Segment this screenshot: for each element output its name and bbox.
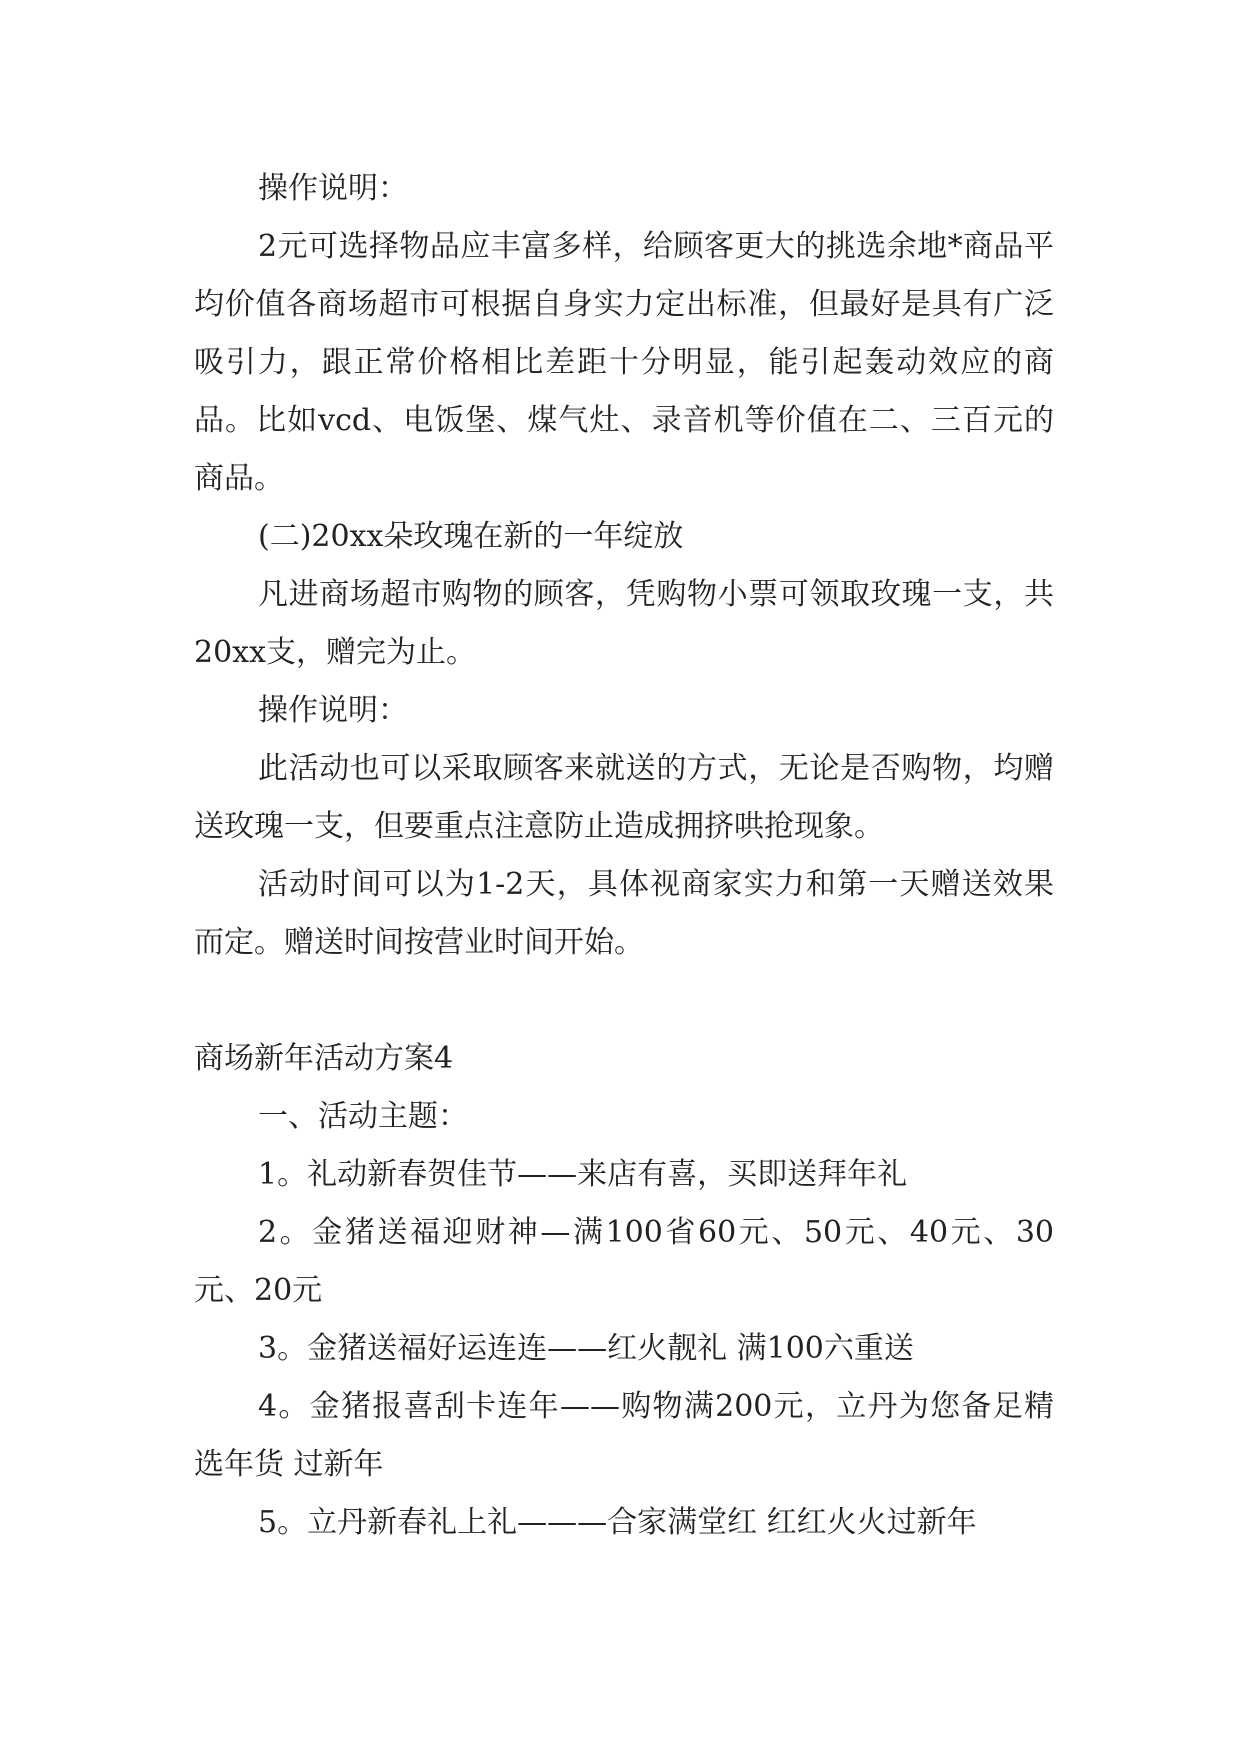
document-body <box>194 160 1054 1552</box>
section-gap <box>194 972 1054 1030</box>
list-item-1: 1。礼动新春贺佳节——来店有喜，买即送拜年礼 <box>258 1157 908 1192</box>
list-item-3: 3。金猪送福好运连连——红火靓礼 满100六重送 <box>258 1331 914 1366</box>
list-item-2: 2。金猪送福迎财神—满100省60元、50元、40元、30元、20元 <box>194 1215 1054 1308</box>
paragraph-theme-title: 一、活动主题： <box>258 1099 468 1134</box>
paragraph-activity-method: 此活动也可以采取顾客来就送的方式，无论是否购物，均赠送玫瑰一支，但要重点注意防止造成拥挤哄抢现象。 <box>194 751 1054 844</box>
paragraph-roses-desc: 凡进商场超市购物的顾客，凭购物小票可领取玫瑰一支，共20xx支，赠完为止。 <box>194 577 1054 670</box>
paragraph-operation-note-2: 操作说明： <box>258 693 408 728</box>
section-heading: 商场新年活动方案4 <box>194 1041 454 1076</box>
paragraph-operation-note-1: 操作说明： <box>258 171 408 206</box>
list-item-5: 5。立丹新春礼上礼———合家满堂红 红红火火过新年 <box>258 1505 977 1540</box>
paragraph-two-yuan-goods: 2元可选择物品应丰富多样，给顾客更大的挑选余地*商品平均价值各商场超市可根据自身实力定出标准，但最好是具有广泛吸引力，跟正常价格相比差距十分明显，能引起轰动效应的商品。比如vcd、电饭堡、煤气灶、录音机等价值在二、三百元的商品。 <box>194 229 1054 496</box>
list-item-4: 4。金猪报喜刮卡连年——购物满200元，立丹为您备足精选年货 过新年 <box>194 1389 1054 1482</box>
paragraph-roses-title: (二)20xx朵玫瑰在新的一年绽放 <box>258 519 684 554</box>
paragraph-activity-time: 活动时间可以为1-2天，具体视商家实力和第一天赠送效果而定。赠送时间按营业时间开始。 <box>194 867 1054 960</box>
